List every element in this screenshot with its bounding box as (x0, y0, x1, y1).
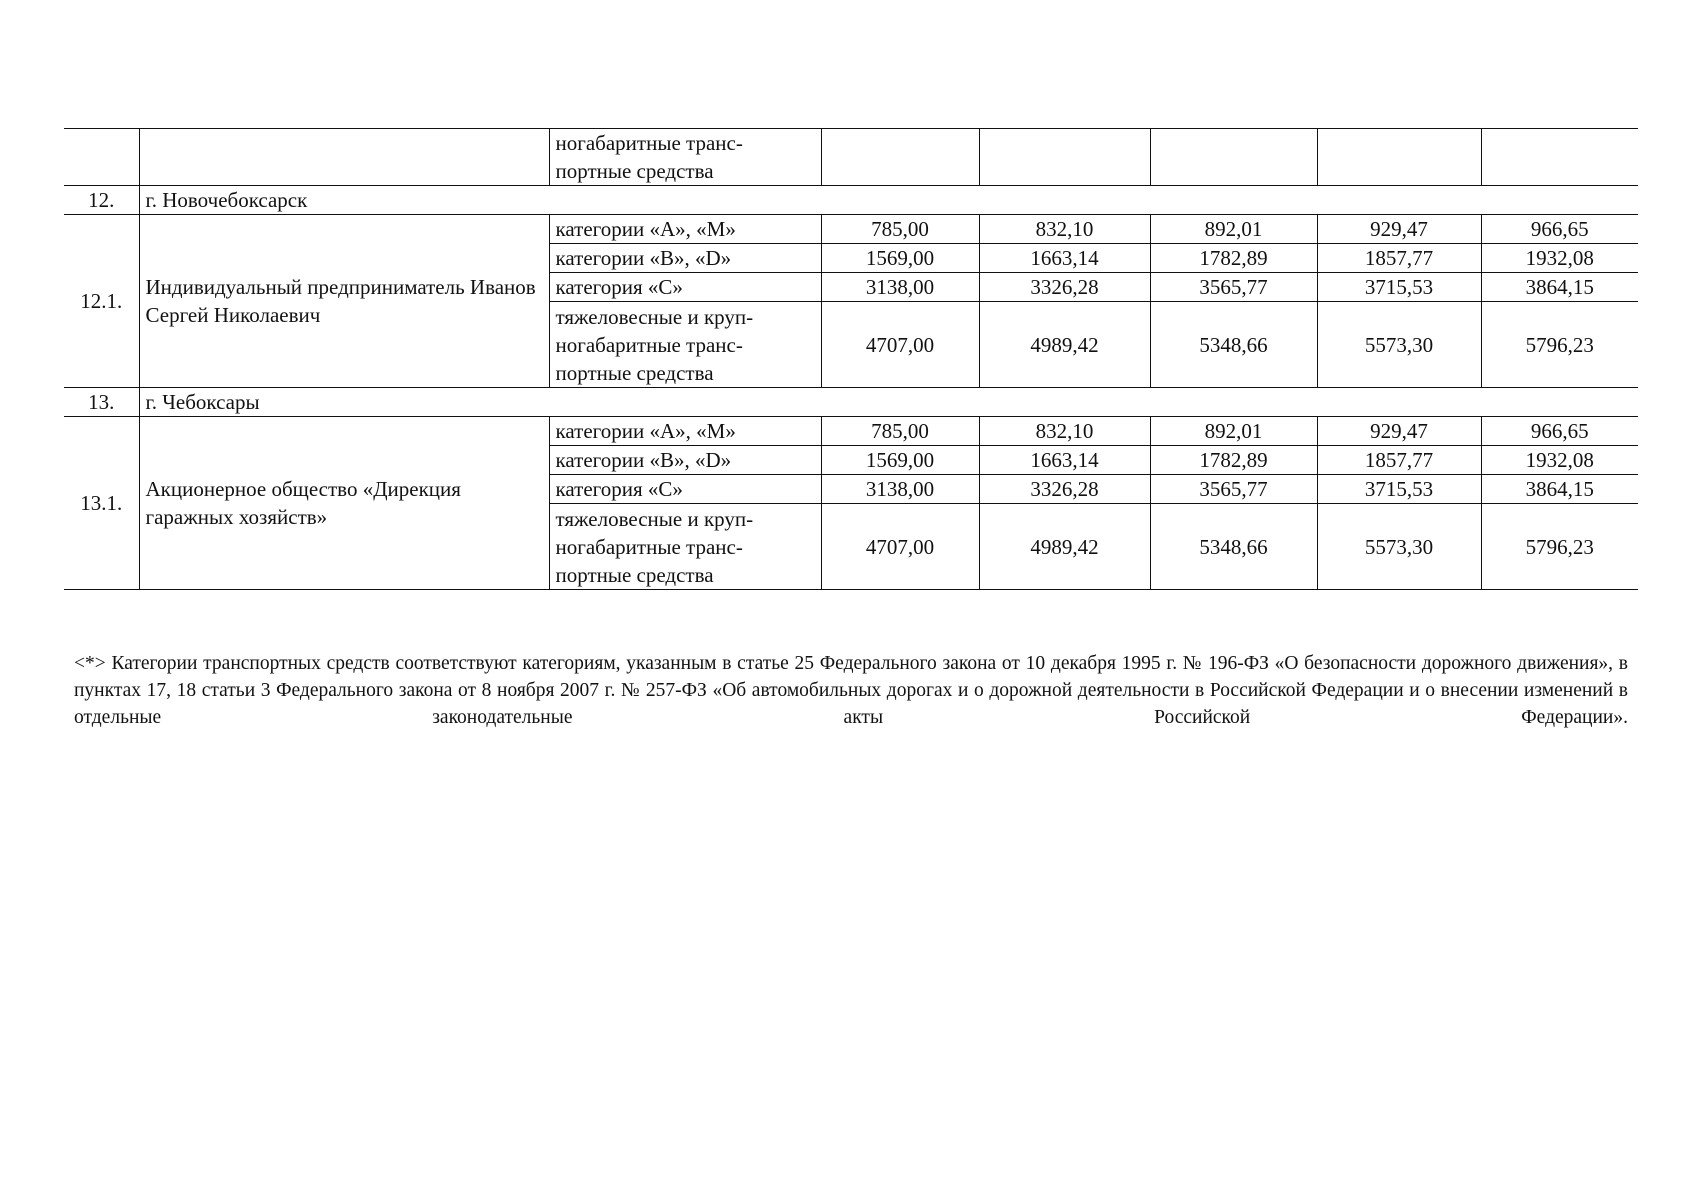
value-cell: 785,00 (821, 215, 979, 244)
category-cell: категории «В», «D» (549, 244, 821, 273)
value-cell: 3864,15 (1481, 273, 1638, 302)
value-cell (821, 129, 979, 186)
value-cell: 5348,66 (1150, 504, 1317, 590)
value-cell: 3565,77 (1150, 475, 1317, 504)
category-cell: категории «В», «D» (549, 446, 821, 475)
value-cell: 4707,00 (821, 302, 979, 388)
value-cell: 3138,00 (821, 273, 979, 302)
category-cell: категории «А», «М» (549, 215, 821, 244)
tariff-table (64, 128, 1638, 590)
value-cell: 1782,89 (1150, 244, 1317, 273)
value-cell: 3715,53 (1317, 273, 1481, 302)
value-cell: 4707,00 (821, 504, 979, 590)
category-cell: категории «А», «М» (549, 417, 821, 446)
value-cell: 5573,30 (1317, 302, 1481, 388)
value-cell (1150, 129, 1317, 186)
value-cell: 5796,23 (1481, 302, 1638, 388)
value-cell: 5573,30 (1317, 504, 1481, 590)
value-cell: 929,47 (1317, 417, 1481, 446)
value-cell: 832,10 (979, 215, 1150, 244)
value-cell: 892,01 (1150, 215, 1317, 244)
category-cell: тяжеловесные и круп-ногабаритные транс-портные средства (549, 302, 821, 388)
category-cell: ногабаритные транс-портные средства (549, 129, 821, 186)
value-cell: 1857,77 (1317, 446, 1481, 475)
value-cell: 5796,23 (1481, 504, 1638, 590)
value-cell: 3326,28 (979, 475, 1150, 504)
value-cell: 1857,77 (1317, 244, 1481, 273)
value-cell: 785,00 (821, 417, 979, 446)
section-number: 12. (64, 186, 139, 215)
value-cell (1317, 129, 1481, 186)
item-number: 13.1. (64, 417, 139, 590)
value-cell: 3864,15 (1481, 475, 1638, 504)
city-name: г. Чебоксары (139, 388, 1638, 417)
row-number-cell (64, 129, 139, 186)
value-cell: 3138,00 (821, 475, 979, 504)
city-name: г. Новочебоксарск (139, 186, 1638, 215)
table-row (64, 215, 1638, 244)
value-cell: 4989,42 (979, 504, 1150, 590)
value-cell (1481, 129, 1638, 186)
value-cell: 966,65 (1481, 417, 1638, 446)
city-row (64, 186, 1638, 215)
value-cell: 5348,66 (1150, 302, 1317, 388)
value-cell (979, 129, 1150, 186)
value-cell: 1932,08 (1481, 446, 1638, 475)
section-number: 13. (64, 388, 139, 417)
item-number: 12.1. (64, 215, 139, 388)
value-cell: 3326,28 (979, 273, 1150, 302)
value-cell: 892,01 (1150, 417, 1317, 446)
value-cell: 1569,00 (821, 446, 979, 475)
organization-name: Акционерное общество «Дирекция гаражных хозяйств» (139, 417, 549, 590)
value-cell: 1663,14 (979, 446, 1150, 475)
category-cell: тяжеловесные и круп-ногабаритные транс-портные средства (549, 504, 821, 590)
value-cell: 4989,42 (979, 302, 1150, 388)
category-cell: категория «С» (549, 273, 821, 302)
value-cell: 1932,08 (1481, 244, 1638, 273)
city-row (64, 388, 1638, 417)
value-cell: 966,65 (1481, 215, 1638, 244)
value-cell: 3565,77 (1150, 273, 1317, 302)
category-cell: категория «С» (549, 475, 821, 504)
value-cell: 832,10 (979, 417, 1150, 446)
organization-cell (139, 129, 549, 186)
value-cell: 929,47 (1317, 215, 1481, 244)
value-cell: 1569,00 (821, 244, 979, 273)
table-row (64, 129, 1638, 186)
organization-name: Индивидуальный предприниматель Иванов Сергей Николаевич (139, 215, 549, 388)
value-cell: 1782,89 (1150, 446, 1317, 475)
table-row (64, 417, 1638, 446)
value-cell: 3715,53 (1317, 475, 1481, 504)
footnote: <*> Категории транспортных средств соответствуют категориям, указанным в статье 25 Федерального закона от 10 декабря 1995 г. № 196-ФЗ «О безопасности дорожного движения», в пунктах 17, 18 статьи 3 Федерального закона от 8 ноября 2007 г. № 257-ФЗ «Об автомобильных дорогах и о дорожной деятельности в Российской Федерации и о внесении изменений в отдельные законодательные акты Российской Федерации». (74, 652, 1628, 728)
value-cell: 1663,14 (979, 244, 1150, 273)
